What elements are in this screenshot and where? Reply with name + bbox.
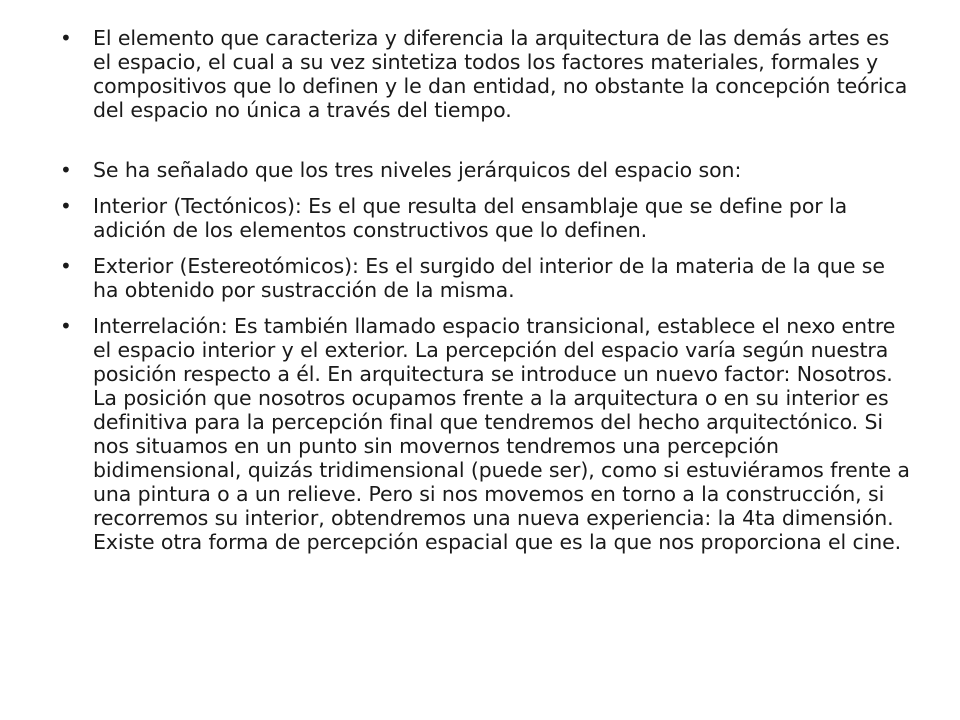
bullet-dot-icon: • — [60, 254, 72, 278]
bullet-text: Se ha señalado que los tres niveles jerárquicos del espacio son: — [93, 158, 742, 182]
bullet-item-levels-intro — [60, 158, 910, 182]
bullet-text: Interrelación: Es también llamado espacio transicional, establece el nexo entre el espacio interior y el exterior. La percepción del espacio varía según nuestra posición respecto a él. En arquitectura se introduce un nuevo factor: Nosotros. La posición que nosotros ocupamos frente a la arquitectura o en su interior es definitiva para la percepción final que tendremos del hecho arquitectónico. Si nos situamos en un punto sin movernos tendremos una percepción bidimensional, quizás tridimensional (puede ser), como si estuviéramos frente a una pintura o a un relieve. Pero si nos movemos en torno a la construcción, si recorremos su interior, obtendremos una nueva experiencia: la 4ta dimensión. Existe otra forma de percepción espacial que es la que nos proporciona el cine. — [93, 314, 910, 554]
bullet-item-exterior — [60, 254, 910, 302]
bullet-list — [60, 26, 910, 566]
bullet-dot-icon: • — [60, 26, 72, 50]
bullet-text: Exterior (Estereotómicos): Es el surgido del interior de la materia de la que se ha obtenido por sustracción de la misma. — [93, 254, 885, 302]
bullet-item-space-definition — [60, 26, 910, 122]
bullet-text: El elemento que caracteriza y diferencia la arquitectura de las demás artes es el espacio, el cual a su vez sintetiza todos los factores materiales, formales y compositivos que lo definen y le dan entidad, no obstante la concepción teórica del espacio no única a través del tiempo. — [93, 26, 908, 122]
bullet-dot-icon: • — [60, 194, 72, 218]
bullet-item-interior — [60, 194, 910, 242]
bullet-dot-icon: • — [60, 314, 72, 338]
bullet-dot-icon: • — [60, 158, 72, 182]
bullet-text: Interior (Tectónicos): Es el que resulta del ensamblaje que se define por la adición de los elementos constructivos que lo definen. — [93, 194, 848, 242]
bullet-item-interrelation — [60, 314, 910, 554]
